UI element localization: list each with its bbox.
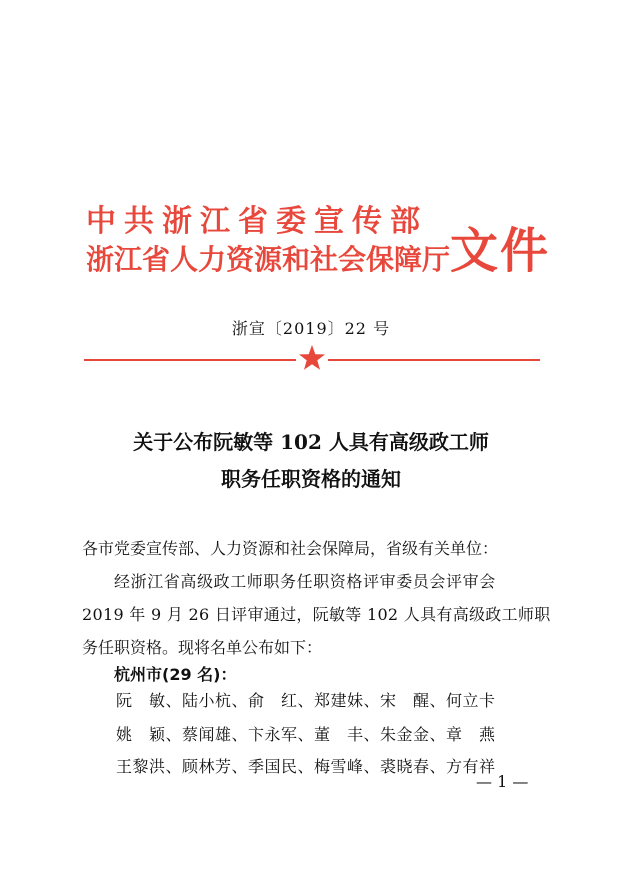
name-list-line: 王黎洪、顾林芳、季国民、梅雪峰、裘晓春、方有祥 [116, 757, 496, 776]
paragraph-line: 务任职资格。现将名单公布如下： [82, 638, 323, 657]
issuer-propaganda-department: 中共浙江省委宣传部 [86, 204, 428, 239]
page-number: — 1 — [476, 772, 529, 791]
issuer-human-resources-department: 浙江省人力资源和社会保障厅 [86, 243, 451, 276]
addressee: 各市党委宣传部、人力资源和社会保障局，省级有关单位： [82, 539, 499, 558]
document-word: 文件 [450, 223, 551, 279]
star-shape [299, 345, 325, 370]
paragraph-line: 2019 年 9 月 26 日评审通过，阮敏等 102 人具有高级政工师职 [82, 605, 551, 624]
divider-line-right [328, 359, 540, 361]
notice-title-line-2: 职务任职资格的通知 [221, 467, 401, 491]
star-icon [298, 344, 326, 372]
divider-line-left [84, 359, 296, 361]
document-number: 浙宣〔2019〕22 号 [231, 319, 391, 338]
name-list-line: 阮 敏、陆小杭、俞 红、郑建妹、宋 醒、何立卡 [116, 691, 496, 710]
city-heading: 杭州市(29 名)： [114, 665, 237, 684]
notice-title-line-1: 关于公布阮敏等 102 人具有高级政工师 [133, 430, 489, 454]
paragraph-line: 经浙江省高级政工师职务任职资格评审委员会评审会 [114, 572, 496, 591]
name-list-line: 姚 颖、蔡闻雄、卞永军、董 丰、朱金金、章 燕 [116, 725, 496, 744]
